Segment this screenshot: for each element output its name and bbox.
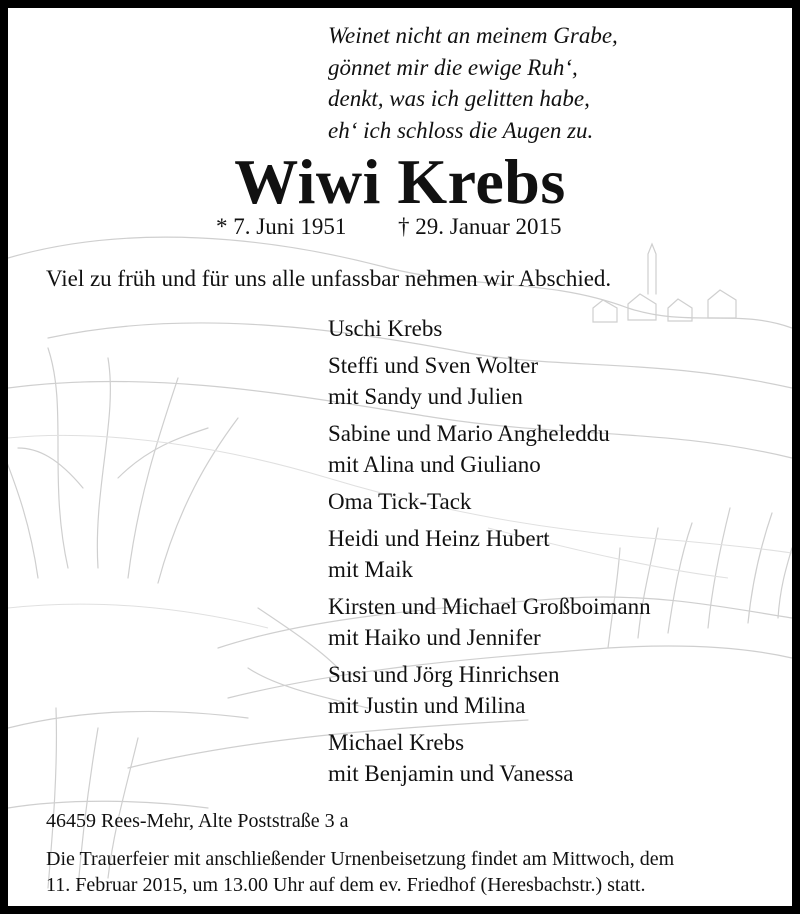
death-date: † 29. Januar 2015 xyxy=(398,214,562,239)
family-address: 46459 Rees-Mehr, Alte Poststraße 3 a xyxy=(46,810,349,832)
mourner-name: Sabine und Mario Angheleddu xyxy=(328,421,610,446)
mourner-family: mit Sandy und Julien xyxy=(328,384,523,409)
mourners-list xyxy=(328,313,651,795)
poem-line: Weinet nicht an meinem Grabe, xyxy=(328,23,618,48)
mourner-entry xyxy=(328,523,651,585)
mourner-entry xyxy=(328,418,651,480)
mourner-entry xyxy=(328,591,651,653)
mourner-entry xyxy=(328,486,651,517)
mourner-family: mit Justin und Milina xyxy=(328,693,526,718)
mourner-name: Uschi Krebs xyxy=(328,316,443,341)
farewell-text: Viel zu früh und für uns alle unfassbar nehmen wir Abschied. xyxy=(46,266,612,291)
poem-line: denkt, was ich gelitten habe, xyxy=(328,86,590,111)
mourner-entry xyxy=(328,659,651,721)
poem-line: gönnet mir die ewige Ruh‘, xyxy=(328,54,578,80)
birth-date: * 7. Juni 1951 xyxy=(216,214,347,239)
deceased-name: Wiwi Krebs xyxy=(234,146,566,217)
mourner-name: Oma Tick-Tack xyxy=(328,489,472,514)
funeral-service-info xyxy=(46,846,674,898)
service-line: 11. Februar 2015, um 13.00 Uhr auf dem ev. Friedhof (Heresbachstr.) statt. xyxy=(46,874,646,896)
mourner-family: mit Benjamin und Vanessa xyxy=(328,761,574,786)
mourner-entry xyxy=(328,350,651,412)
mourner-family: mit Haiko und Jennifer xyxy=(328,625,541,650)
mourner-name: Kirsten und Michael Großboimann xyxy=(328,594,651,619)
mourner-name: Heidi und Heinz Hubert xyxy=(328,526,550,551)
mourner-entry xyxy=(328,313,651,344)
mourner-name: Susi und Jörg Hinrichsen xyxy=(328,662,560,687)
mourner-family: mit Alina und Giuliano xyxy=(328,452,541,477)
notice-content xyxy=(8,8,792,906)
mourner-family: mit Maik xyxy=(328,557,413,582)
poem-line: eh‘ ich schloss die Augen zu. xyxy=(328,117,594,143)
mourner-name: Steffi und Sven Wolter xyxy=(328,353,539,378)
mourner-entry xyxy=(328,727,651,789)
service-line: Die Trauerfeier mit anschließender Urnenbeisetzung findet am Mittwoch, dem xyxy=(46,848,675,870)
mourner-name: Michael Krebs xyxy=(328,730,465,755)
poem xyxy=(328,20,618,146)
